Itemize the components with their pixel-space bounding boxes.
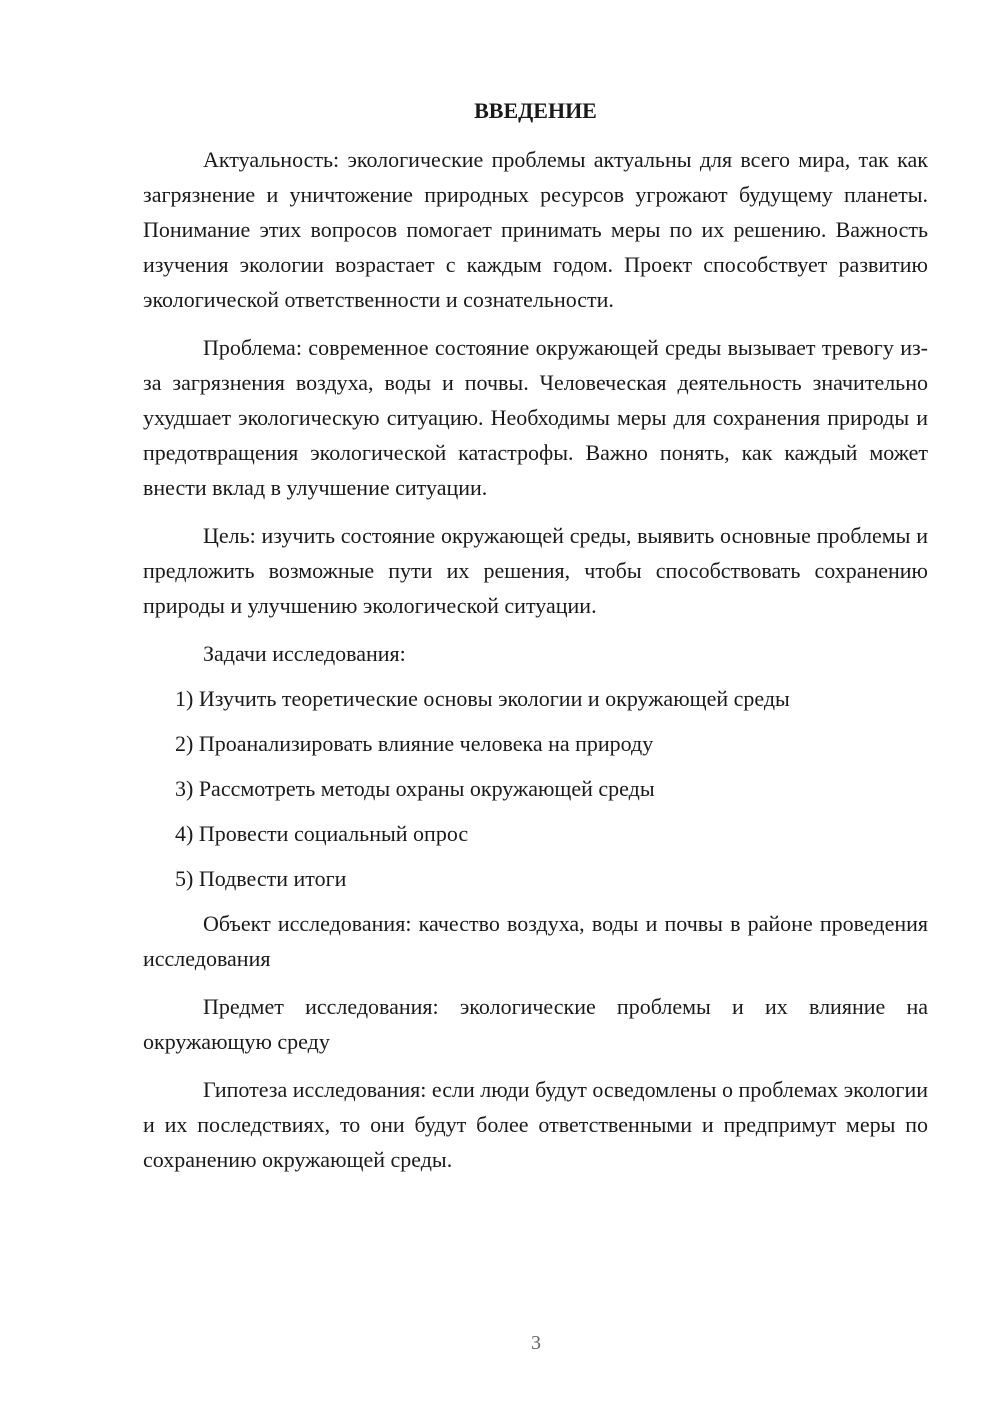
goal-paragraph: Цель: изучить состояние окружающей среды, выявить основные проблемы и предложить возможные пути их решения, чтобы способствовать сохранению природы и улучшению экологической ситуации.	[143, 523, 928, 618]
task-item: 3) Рассмотреть методы охраны окружающей среды	[175, 776, 655, 801]
hypothesis-paragraph: Гипотеза исследования: если люди будут осведомлены о проблемах экологии и их последствиях, то они будут более ответственными и предпримут меры по сохранению окружающей среды.	[143, 1077, 928, 1172]
task-item: 1) Изучить теоретические основы экологии и окружающей среды	[175, 686, 790, 711]
page-title: ВВЕДЕНИЕ	[474, 98, 597, 123]
task-list	[143, 681, 928, 896]
page-content	[143, 96, 928, 1177]
problem-paragraph: Проблема: современное состояние окружающей среды вызывает тревогу из-за загрязнения воздуха, воды и почвы. Человеческая деятельность значительно ухудшает экологическую ситуацию. Необходимы меры для сохранения природы и предотвращения экологической катастрофы. Важно понять, как каждый может внести вклад в улучшение ситуации.	[143, 335, 928, 500]
tasks-label: Задачи исследования:	[203, 641, 406, 666]
subject-paragraph: Предмет исследования: экологические проблемы и их влияние на окружающую среду	[143, 994, 928, 1054]
object-paragraph: Объект исследования: качество воздуха, воды и почвы в районе проведения исследования	[143, 911, 928, 971]
relevance-paragraph: Актуальность: экологические проблемы актуальны для всего мира, так как загрязнение и уничтожение природных ресурсов угрожают будущему планеты. Понимание этих вопросов помогает принимать меры по их решению. Важность изучения экологии возрастает с каждым годом. Проект способствует развитию экологической ответственности и сознательности.	[143, 147, 928, 312]
task-item: 2) Проанализировать влияние человека на природу	[175, 731, 654, 756]
page-number: 3	[531, 1332, 541, 1354]
task-item: 5) Подвести итоги	[175, 866, 347, 891]
task-item: 4) Провести социальный опрос	[175, 821, 469, 846]
